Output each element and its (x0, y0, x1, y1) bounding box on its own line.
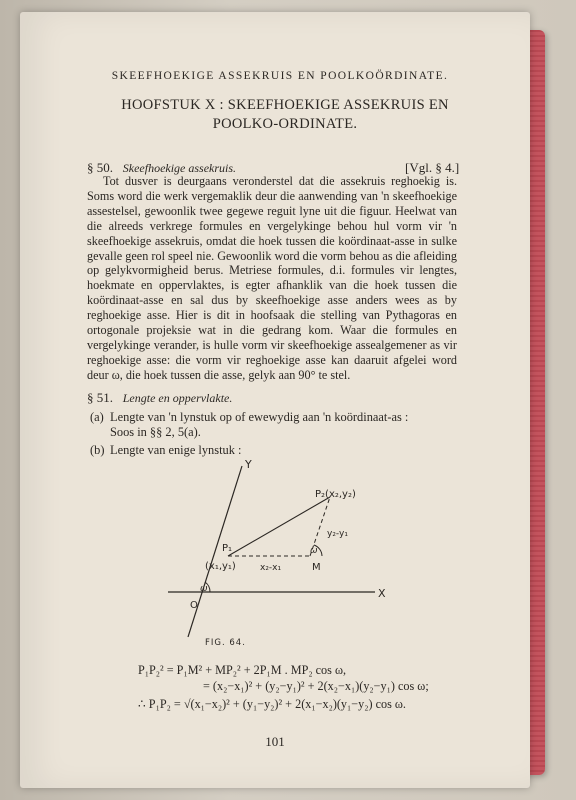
item-b-label: (b) (90, 443, 105, 457)
p1-coordinates: (x₁,y₁) (205, 561, 236, 572)
item-a-label: (a) (90, 410, 104, 424)
dy-label: y₂-y₁ (327, 529, 348, 539)
x-axis-label: X (378, 587, 386, 600)
formula-2: = (x₂−x₁)² + (y₂−y₁)² + 2(x₂−x₁)(y₂−y₁) cos ω; (203, 679, 429, 693)
item-a-line-1: Lengte van 'n lynstuk op of ewewydig aan 'n koördinaat-as : (110, 410, 409, 424)
dx-label: x₂-x₁ (260, 563, 282, 573)
m-label: M (312, 562, 321, 573)
page-number: 101 (265, 734, 285, 749)
p1-label: P₁ (222, 543, 233, 554)
book-page (20, 12, 530, 788)
origin-label: O (190, 600, 198, 611)
section-51-number: § 51. (87, 390, 113, 405)
y-axis-label: Y (245, 458, 252, 471)
chapter-title-line-1: HOOFSTUK X : SKEEFHOEKIGE ASSEKRUIS EN (121, 97, 449, 113)
section-50-title: Skeefhoekige assekruis. (122, 161, 237, 175)
section-50-reference: [Vgl. § 4.] (405, 160, 460, 175)
p2-label: P₂(x₂,y₂) (315, 489, 356, 500)
item-a (90, 410, 480, 440)
chapter-title (75, 96, 495, 134)
formula-1: P₁P₂² = P₁M² + MP₂² + 2P₁M . MP₂ cos ω, (138, 663, 347, 677)
omega-m: ω (310, 546, 318, 556)
section-51-title: Lengte en oppervlakte. (122, 391, 233, 405)
running-head: SKEEFHOEKIGE ASSEKRUIS EN POOLKOÖRDINATE. (111, 70, 449, 82)
y-axis (188, 466, 242, 637)
formula-3: ∴ P₁P₂ = √(x₁−x₂)² + (y₁−y₂)² + 2(x₁−x₂)(y₁−y₂) cos ω. (138, 697, 406, 711)
section-50-paragraph: Tot dusver is deurgaans veronderstel dat die assekruis reghoekig is. Soms word die werk vergemaklik deur die aanwending van 'n skeefhoekige assestelsel, gewoonlik twee gegewe reguit lyne uit die figuur. Heelwat van die alreeds verkrege formules en vergelykinge behou hul vorm vir 'n skeefhoekige assekruis, omdat die hoek tussen die koördinaat-asse in sulke gevalle geen rol speel nie. Gewoonlik word die vorm behou as die afleiding op gelykvormigheid berus. Metriese formules, d.i. formules vir lengtes, hoekmate en oppervlaktes, is egter afhanklik van die hoek tussen die koördinaat-asse en sal dus by skeefhoekige asse anders wees as by reghoekige asse. Hier is dit in hoofsaak die stelling van Pythagoras en ortogonale projeksie wat in die gedrang kom. Waar die formules en vergelykinge verander, is hulle vorm vir skeefhoekige assealgemener as vir reghoekige asse: die vorm vir reghoekige asse kan daaruit afgelei word deur ω, die hoek tussen die asse, gelyk aan 90° te stel. (87, 174, 457, 382)
item-a-line-2: Soos in §§ 2, 5(a). (110, 425, 201, 439)
section-51-heading (87, 390, 232, 406)
figure-caption: FIG. 64. (205, 638, 246, 648)
omega-origin: ω (200, 584, 208, 594)
chapter-title-line-2: POOLKO-ORDINATE. (212, 116, 358, 132)
section-50-number: § 50. (87, 160, 113, 175)
item-b-text: Lengte van enige lynstuk : (110, 443, 242, 457)
figure-64 (150, 452, 410, 652)
